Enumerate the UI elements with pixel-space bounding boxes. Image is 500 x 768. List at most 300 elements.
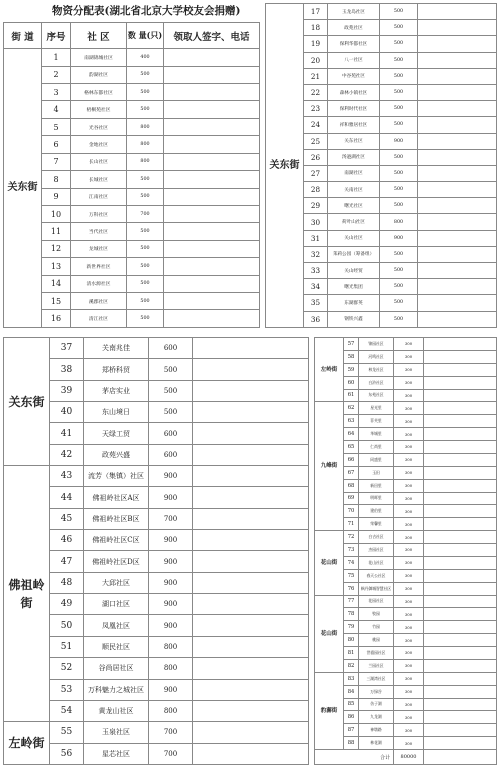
signature-cell [193,636,309,657]
seq-number: 29 [304,198,328,214]
quantity: 300 [394,428,424,441]
quantity: 300 [394,505,424,518]
seq-number: 50 [50,615,84,636]
signature-cell [424,376,497,389]
seq-number: 70 [344,505,359,518]
table-row [4,722,309,743]
signature-cell [164,83,260,100]
community-name: 佛祖岭社区B区 [84,508,149,529]
community-name: 大邱社区 [84,572,149,593]
quantity: 500 [127,223,164,240]
table-row [315,338,497,351]
table-panel-guandong-2 [265,3,497,328]
quantity: 500 [380,165,418,181]
signature-cell [418,311,497,327]
seq-number: 55 [50,722,84,743]
seq-number: 83 [344,672,359,685]
quantity: 500 [380,246,418,262]
signature-cell [418,101,497,117]
signature-cell [164,118,260,135]
seq-number: 73 [344,544,359,557]
community-name: 仿子湖 [359,698,394,711]
signature-cell [424,441,497,454]
signature-cell [424,750,497,765]
signature-cell [418,279,497,295]
quantity: 300 [394,672,424,685]
community-name: 清水源社区 [71,275,127,292]
community-name: 神墩路 [359,724,394,737]
community-name: 汤逊湖社区 [328,149,380,165]
community-name: 溪郡社区 [71,293,127,310]
quantity: 500 [380,101,418,117]
signature-cell [424,698,497,711]
signature-cell [424,389,497,402]
community-name: 龙城社区 [71,240,127,257]
seq-number: 7 [42,153,71,170]
community-name: 星芯社区 [84,743,149,764]
quantity: 300 [394,737,424,750]
quantity: 800 [127,136,164,153]
table-row [4,551,309,572]
community-name: 梧桐苑社区 [71,101,127,118]
table-row [4,700,309,721]
signature-cell [418,295,497,311]
seq-number: 54 [50,700,84,721]
quantity: 900 [149,530,193,551]
seq-number: 8 [42,171,71,188]
signature-cell [424,518,497,531]
community-name: 关山社区 [328,230,380,246]
header-seq: 序号 [42,23,71,49]
seq-number: 16 [42,310,71,328]
signature-cell [193,594,309,615]
community-name: 万科社区 [71,205,127,222]
quantity: 500 [380,36,418,52]
table-row [4,83,260,100]
community-name: 华城里 [359,428,394,441]
quantity: 300 [394,376,424,389]
quantity: 500 [380,52,418,68]
quantity: 300 [394,479,424,492]
quantity: 300 [394,569,424,582]
signature-cell [418,84,497,100]
community-name: 河鸣社区 [359,350,394,363]
table-row [4,380,309,401]
seq-number: 15 [42,293,71,310]
signature-cell [193,658,309,679]
signature-cell [418,36,497,52]
signature-cell [193,551,309,572]
table-header-row [4,23,260,49]
seq-number: 56 [50,743,84,764]
community-name: 钢铁兴鑫 [328,311,380,327]
community-name: 佛祖岭社区A区 [84,487,149,508]
street-name: 关东街 [4,49,42,328]
signature-cell [424,505,497,518]
community-name: 格林东都社区 [71,83,127,100]
street-name: 关东街 [4,338,50,466]
community-name: 政苑社区 [328,20,380,36]
quantity: 900 [149,615,193,636]
table-row [4,258,260,275]
community-name: 荷叶山社区 [328,214,380,230]
street-name: 豹澥街 [315,672,344,749]
street-name: 关东街 [266,4,304,328]
community-name: 郑桥科贸 [84,359,149,380]
seq-number: 32 [304,246,328,262]
seq-number: 9 [42,188,71,205]
table-row [4,402,309,423]
signature-cell [164,258,260,275]
community-name: 万科魅力之城社区 [84,679,149,700]
community-name: 光谷社区 [71,118,127,135]
seq-number: 1 [42,49,71,66]
community-name: 桃园 [359,634,394,647]
community-name: 九龙湖 [359,711,394,724]
community-name: 八一社区 [328,52,380,68]
quantity: 600 [149,338,193,359]
community-name: 新世界社区 [71,258,127,275]
quantity: 500 [149,380,193,401]
street-name: 左岭街 [4,722,50,765]
seq-number: 52 [50,658,84,679]
seq-number: 57 [344,338,359,351]
signature-cell [164,153,260,170]
quantity: 500 [127,171,164,188]
quantity: 900 [149,466,193,487]
seq-number: 80 [344,634,359,647]
table-row [4,293,260,310]
quantity: 500 [127,188,164,205]
quantity: 800 [380,214,418,230]
seq-number: 58 [344,350,359,363]
quantity: 900 [149,572,193,593]
total-value: 80000 [394,750,424,765]
seq-number: 30 [304,214,328,230]
seq-number: 51 [50,636,84,657]
community-name: 森林小镇社区 [328,84,380,100]
quantity: 500 [380,263,418,279]
table-row [4,240,260,257]
seq-number: 20 [304,52,328,68]
seq-number: 45 [50,508,84,529]
street-name: 花山街 [315,595,344,672]
quantity: 800 [149,658,193,679]
seq-number: 87 [344,724,359,737]
street-name [4,466,50,722]
table-row [4,205,260,222]
table-row [4,615,309,636]
signature-cell [418,263,497,279]
signature-cell [424,569,497,582]
seq-number: 10 [42,205,71,222]
community-name: 白吉社区 [359,531,394,544]
table-row [315,531,497,544]
signature-cell [193,722,309,743]
community-name: 茉莉公园（筹备组） [328,246,380,262]
community-name: 南湖社区 [328,165,380,181]
signature-cell [164,136,260,153]
header-signature: 领取人签字、电话 [164,23,260,49]
community-name: 新田里 [359,479,394,492]
seq-number: 19 [304,36,328,52]
seq-number: 82 [344,659,359,672]
signature-cell [424,338,497,351]
total-row [315,750,497,765]
seq-number: 61 [344,389,359,402]
quantity: 300 [394,415,424,428]
seq-number: 36 [304,311,328,327]
signature-cell [193,508,309,529]
seq-number: 84 [344,685,359,698]
quantity: 600 [149,423,193,444]
community-name: 东苑社区 [359,389,394,402]
seq-number: 34 [304,279,328,295]
seq-number: 2 [42,66,71,83]
quantity: 300 [394,582,424,595]
community-name: 玉龙岛社区 [328,4,380,20]
community-name: 东山境日 [84,402,149,423]
quantity: 300 [394,724,424,737]
seq-number: 23 [304,101,328,117]
table-row [4,310,260,328]
signature-cell [424,659,497,672]
signature-cell [164,240,260,257]
table-panel-zuoling-baoxie [314,337,497,765]
seq-number: 71 [344,518,359,531]
signature-cell [193,487,309,508]
signature-cell [193,530,309,551]
quantity: 500 [380,149,418,165]
signature-cell [418,117,497,133]
seq-number: 76 [344,582,359,595]
community-name: 佛祖岭社区D区 [84,551,149,572]
table-row [4,49,260,66]
seq-number: 66 [344,453,359,466]
quantity: 500 [149,359,193,380]
community-name: 当代社区 [71,223,127,240]
community-name: 政苑兴盛 [84,444,149,465]
community-name: 同盛里 [359,453,394,466]
seq-number: 47 [50,551,84,572]
quantity: 500 [127,275,164,292]
signature-cell [418,214,497,230]
community-name: 林花湖 [359,737,394,750]
table-row [4,679,309,700]
table-row [4,136,260,153]
seq-number: 33 [304,263,328,279]
quantity: 500 [127,83,164,100]
community-name: 韵湖社区 [71,66,127,83]
allocation-table [314,337,497,765]
signature-cell [164,66,260,83]
quantity: 500 [380,20,418,36]
signature-cell [424,531,497,544]
community-name: 东湖群英 [328,295,380,311]
quantity: 500 [127,240,164,257]
seq-number: 60 [344,376,359,389]
quantity: 300 [394,402,424,415]
signature-cell [424,428,497,441]
signature-cell [418,246,497,262]
signature-cell [424,492,497,505]
signature-cell [424,363,497,376]
table-row [4,466,309,487]
seq-number: 40 [50,402,84,423]
seq-number: 6 [42,136,71,153]
seq-number: 69 [344,492,359,505]
community-name: 玉田 [359,466,394,479]
community-name: 枫丹御城智慧社区 [359,582,394,595]
signature-cell [164,205,260,222]
quantity: 300 [394,466,424,479]
table-row [4,636,309,657]
table-row [4,188,260,205]
allocation-table [265,3,497,328]
community-name: 关东社区 [328,133,380,149]
quantity: 900 [149,679,193,700]
seq-number: 11 [42,223,71,240]
signature-cell [424,608,497,621]
quantity: 900 [149,594,193,615]
seq-number: 3 [42,83,71,100]
quantity: 400 [127,49,164,66]
quantity: 300 [394,595,424,608]
seq-number: 17 [304,4,328,20]
table-row [4,594,309,615]
seq-number: 68 [344,479,359,492]
seq-number: 28 [304,182,328,198]
signature-cell [193,743,309,764]
quantity: 500 [127,293,164,310]
quantity: 500 [149,402,193,423]
quantity: 600 [149,444,193,465]
signature-cell [164,293,260,310]
seq-number: 25 [304,133,328,149]
header-community: 社 区 [71,23,127,49]
quantity: 800 [127,118,164,135]
street-name-part: 街 [20,595,33,610]
seq-number: 72 [344,531,359,544]
quantity: 300 [394,389,424,402]
seq-number: 41 [50,423,84,444]
signature-cell [193,380,309,401]
signature-cell [424,621,497,634]
signature-cell [424,556,497,569]
quantity: 300 [394,363,424,376]
signature-cell [418,230,497,246]
signature-cell [418,68,497,84]
table-row [4,153,260,170]
seq-number: 59 [344,363,359,376]
community-name: 星光里 [359,402,394,415]
allocation-table [3,337,309,765]
seq-number: 21 [304,68,328,84]
table-row [315,672,497,685]
signature-cell [164,188,260,205]
quantity: 900 [380,230,418,246]
signature-cell [164,310,260,328]
seq-number: 37 [50,338,84,359]
signature-cell [424,453,497,466]
quantity: 700 [127,205,164,222]
quantity: 300 [394,711,424,724]
quantity: 500 [127,310,164,328]
signature-cell [193,466,309,487]
signature-cell [193,444,309,465]
community-name: 佛祖岭社区C区 [84,530,149,551]
quantity: 500 [380,182,418,198]
community-name: 长城社区 [71,171,127,188]
community-name: 长山社区 [71,153,127,170]
community-name: 茅店实业 [84,380,149,401]
signature-cell [164,275,260,292]
signature-cell [424,724,497,737]
quantity: 500 [380,4,418,20]
table-row [4,338,309,359]
community-name: 关南社区 [328,182,380,198]
signature-cell [424,685,497,698]
seq-number: 44 [50,487,84,508]
street-name-part: 佛祖岭 [8,577,45,592]
signature-cell [193,679,309,700]
seq-number: 53 [50,679,84,700]
seq-number: 88 [344,737,359,750]
table-row [266,4,497,20]
seq-number: 13 [42,258,71,275]
community-name: 清江社区 [71,310,127,328]
signature-cell [164,101,260,118]
signature-cell [424,402,497,415]
quantity: 800 [149,636,193,657]
table-row [315,402,497,415]
community-name: 万绿谷 [359,685,394,698]
quantity: 500 [380,279,418,295]
seq-number: 77 [344,595,359,608]
community-name: 三湖湾社区 [359,672,394,685]
quantity: 300 [394,492,424,505]
seq-number: 24 [304,117,328,133]
signature-cell [424,544,497,557]
signature-cell [164,223,260,240]
table-row [315,595,497,608]
signature-cell [424,647,497,660]
table-row [4,743,309,764]
quantity: 300 [394,338,424,351]
community-name: 凤凰社区 [84,615,149,636]
community-name: 白浒社区 [359,376,394,389]
quantity: 500 [380,198,418,214]
quantity: 700 [149,508,193,529]
signature-cell [193,615,309,636]
street-name: 左岭街 [315,338,344,402]
community-name: 谷尚居社区 [84,658,149,679]
community-name: 黄龙山社区 [84,700,149,721]
quantity: 300 [394,531,424,544]
quantity: 300 [394,350,424,363]
quantity: 300 [394,441,424,454]
seq-number: 43 [50,466,84,487]
community-name: 流芳（集镇）社区 [84,466,149,487]
signature-cell [418,165,497,181]
quantity: 500 [380,68,418,84]
signature-cell [193,338,309,359]
community-name: 中谷苑社区 [328,68,380,84]
quantity: 500 [380,117,418,133]
quantity: 500 [127,258,164,275]
quantity: 800 [149,700,193,721]
quantity: 300 [394,659,424,672]
